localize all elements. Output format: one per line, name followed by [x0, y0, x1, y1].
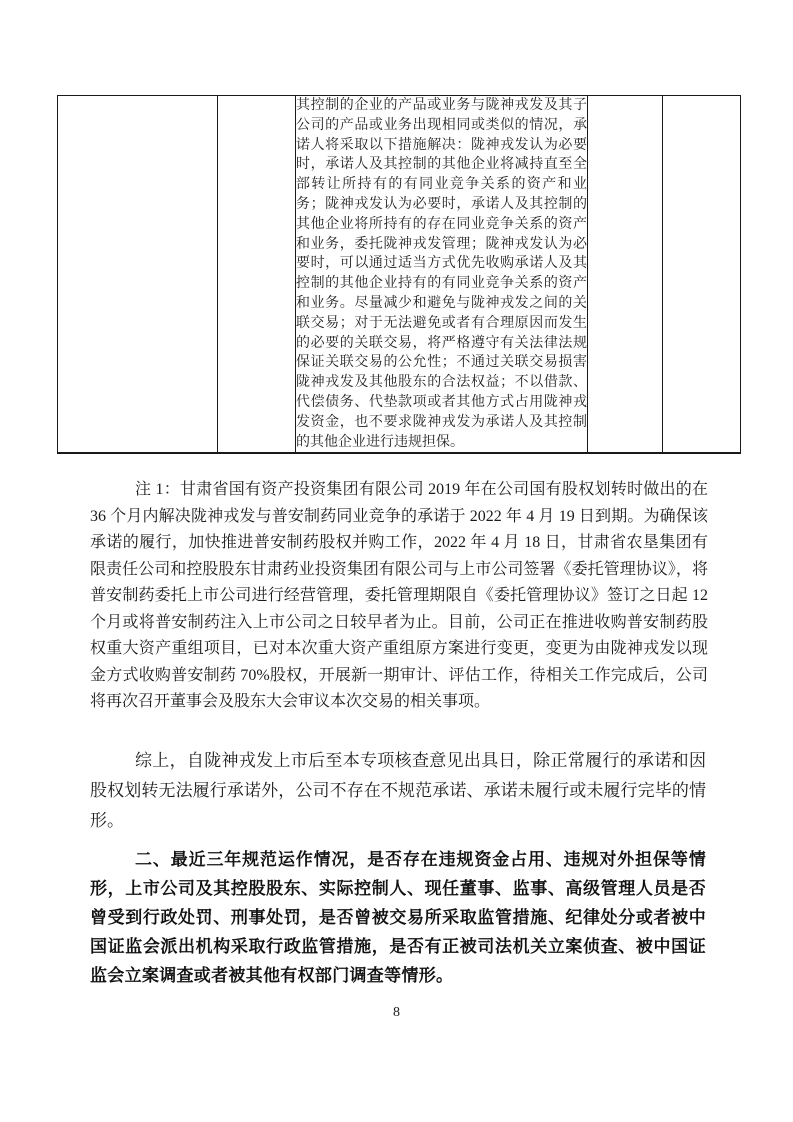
summary-paragraph: 综上，自陇神戎发上市后至本专项核查意见出具日，除正常履行的承诺和因股权划转无法履行承诺外，公司不存在不规范承诺、承诺未履行或未履行完毕的情形。: [90, 751, 706, 830]
cell-fifth-blank: [663, 96, 741, 454]
page-number: 8: [393, 1005, 400, 1020]
cell-left-blank: [58, 96, 218, 454]
section-2-heading: 二、最近三年规范运作情况，是否存在违规资金占用、违规对外担保等情形，上市公司及其控股股东、实际控制人、现任董事、监事、高级管理人员是否曾受到行政处罚、刑事处罚，是否曾被交易所采取监管措施、纪律处分或者被中国证监会派出机构采取行政监管措施，是否有正被司法机关立案侦查、被中国证监会立案调查或者被其他有权部门调查等情形。: [90, 850, 706, 985]
commitments-table: [57, 95, 741, 454]
note-1-paragraph: 注 1：甘肃省国有资产投资集团有限公司 2019 年在公司国有股权划转时做出的在 36 个月内解决陇神戎发与普安制药同业竞争的承诺于 2022 年 4 月 19 日到期。为确保该承诺的履行，加快推进普安制药股权并购工作，2022 年 4 月 18 日，甘肃省农垦集团有限责任公司和控股股东甘肃药业投资集团有限公司与上市公司签署《委托管理协议》，将普安制药委托上市公司进行经营管理，委托管理期限自《委托管理协议》签订之日起 12 个月或将普安制药注入上市公司之日较早者为止。目前，公司正在推进收购普安制药股权重大资产重组项目，已对本次重大资产重组原方案进行变更，变更为由陇神戎发以现金方式收购普安制药 70%股权，开展新一期审计、评估工作，待相关工作完成后，公司将再次召开董事会及股东大会审议本次交易的相关事项。: [90, 481, 708, 710]
cell-commitment-content: 其控制的企业的产品或业务与陇神戎发及其子公司的产品或业务出现相同或类似的情况，承诺人将采取以下措施解决：陇神戎发认为必要时，承诺人及其控制的其他企业将减持直至全部转让所持有的有同业竞争关系的资产和业务；陇神戎发认为必要时，承诺人及其控制的其他企业将所持有的存在同业竞争关系的资产和业务，委托陇神戎发管理；陇神戎发认为必要时，可以通过适当方式优先收购承诺人及其控制的其他企业持有的有同业竞争关系的资产和业务。尽量减少和避免与陇神戎发之间的关联交易；对于无法避免或者有合理原因而发生的必要的关联交易，将严格遵守有关法律法规保证关联交易的公允性；不通过关联交易损害陇神戎发及其他股东的合法权益；不以借款、代偿债务、代垫款项或者其他方式占用陇神戎发资金，也不要求陇神戎发为承诺人及其控制的其他企业进行违规担保。: [296, 96, 588, 454]
table-row: [58, 96, 741, 454]
cell-fourth-blank: [588, 96, 663, 454]
cell-second-blank: [218, 96, 296, 454]
